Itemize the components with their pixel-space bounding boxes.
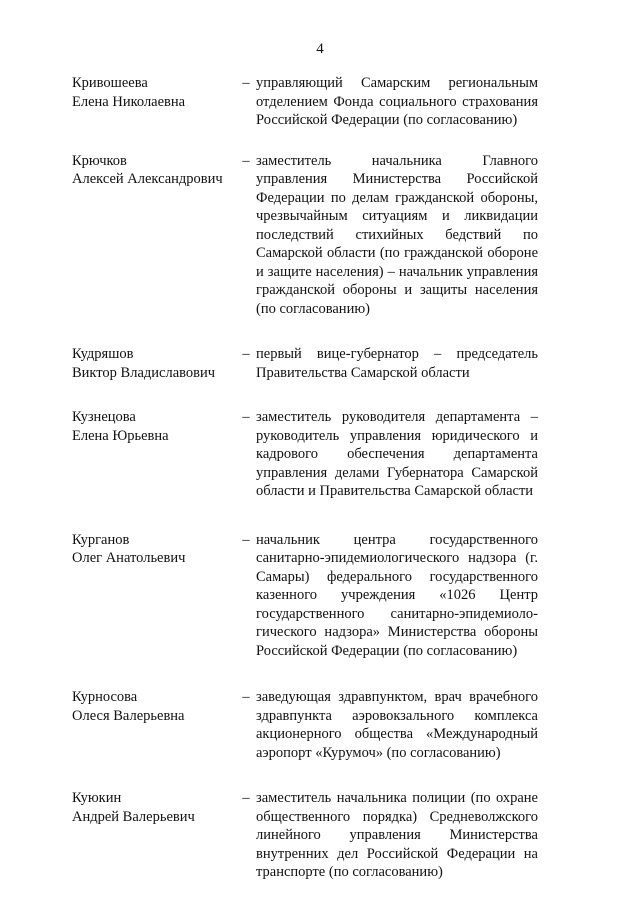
member-name [72,789,232,826]
member-list [72,74,538,882]
member-given-name: Олег Анатольевич [72,550,186,566]
list-item [72,152,538,319]
member-name [72,345,232,382]
member-given-name: Виктор Владиславович [72,364,216,381]
member-role: заведующая здравпунктом, врач врачебного здравпункта аэровокзального комплекса акционерного общества «Международный аэропорт «Курумоч» (по согласованию) [256,689,538,761]
separator-dash: – [242,531,250,548]
member-role: первый вице-губернатор – председатель Правительства Самарской области [256,346,538,381]
member-name [72,152,232,189]
list-item [72,345,538,382]
member-given-name: Елена Николаевна [72,93,186,110]
member-role: заместитель начальника полиции (по охране общественного порядка) Средневолжского линейного управления Министерства внутренних дел Российской Федерации на транспорте (по согласованию) [256,790,538,880]
member-given-name: Алексей Александрович [72,171,223,187]
separator-dash: – [242,689,250,705]
separator-dash: – [242,75,250,91]
separator-dash: – [242,790,250,806]
member-role: управляющий Самарским региональным отделением Фонда социального страхования Российской Федерации (по согласованию) [256,75,538,128]
list-item [72,688,538,762]
member-surname: Куюкин [72,790,122,806]
page-number: 4 [316,41,324,57]
separator-dash: – [242,346,250,362]
member-surname: Кузнецова [72,409,136,425]
member-name [72,531,232,568]
member-role: заместитель начальника Главного управления Министерства Российской Федерации по делам гражданской обороны, чрезвычайным ситуациям и ликвидации последствий стихийных бедствий по Самарской области (по гражданской обороне и защите населения) – начальник управления гражданской обороны и защиты населения (по согласованию) [256,152,538,317]
list-item [72,531,538,661]
member-name [72,74,232,111]
separator-dash: – [242,152,250,169]
member-surname: Курганов [72,531,130,548]
member-role: заместитель руководителя департамента – руководитель управления юридического и кадрового обеспечения департамента управления делами Губернатора Самарской области и Правительства Самарской области [256,409,538,499]
list-item [72,789,538,882]
member-given-name: Андрей Валерьевич [72,808,195,825]
member-surname: Крючков [72,152,127,169]
member-surname: Кудряшов [72,346,134,362]
member-surname: Курносова [72,689,138,705]
member-surname: Кривошеева [72,75,148,91]
list-item [72,74,538,130]
list-item [72,408,538,501]
member-given-name: Олеся Валерьевна [72,707,185,724]
member-name [72,408,232,445]
member-role: начальник центра государственного санитарно-эпидемиологического надзора (г. Самары) федерального государственного казенного учреждения «1026 Центр государственного санитарно-эпидемиоло-гического надзора» Министерства обороны Российской Федерации (по согласованию) [256,531,538,659]
separator-dash: – [242,409,250,425]
member-name [72,688,232,725]
member-given-name: Елена Юрьевна [72,427,169,444]
